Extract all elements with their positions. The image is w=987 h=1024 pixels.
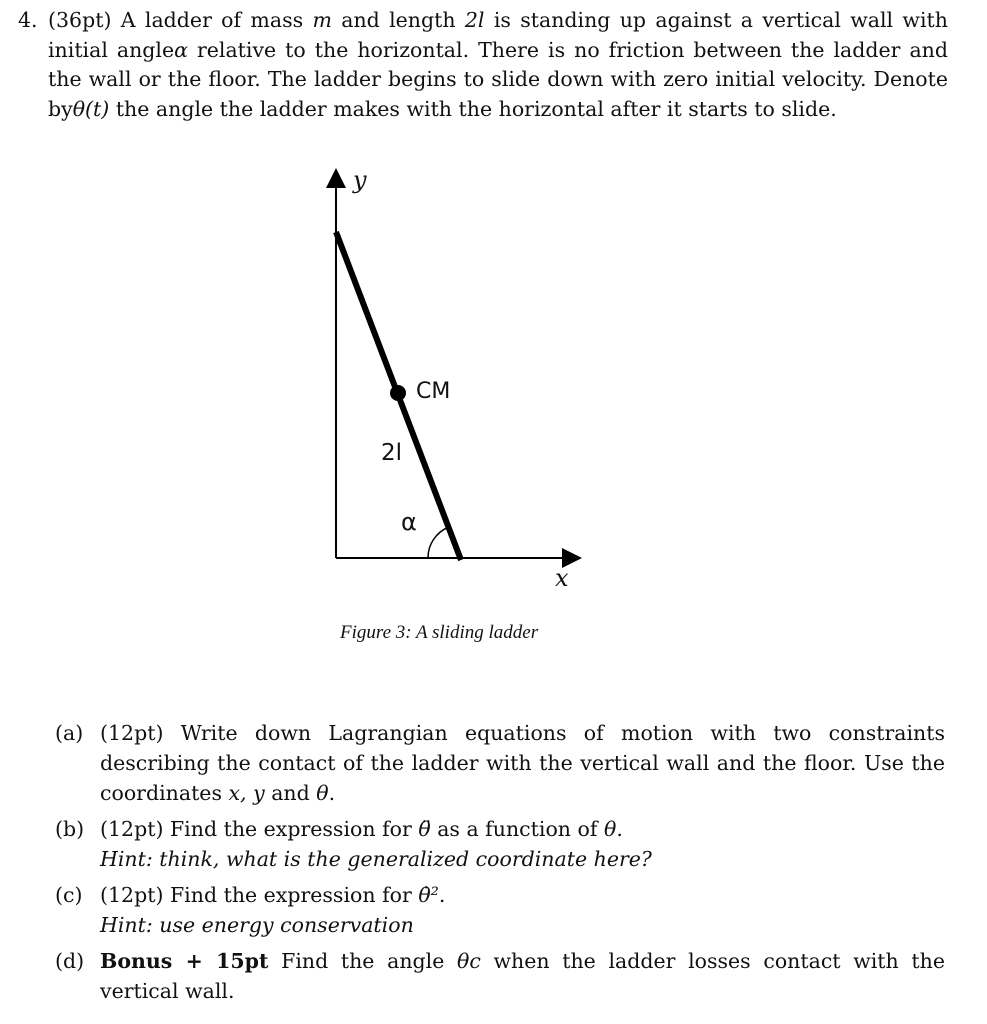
angle-arc	[428, 527, 449, 558]
ladder-diagram	[320, 160, 620, 600]
part-a-text-2: and	[264, 781, 317, 805]
part-c-hint: Hint: use energy conservation	[100, 913, 414, 937]
part-d	[55, 946, 945, 1006]
part-a-text-3: .	[328, 781, 336, 805]
part-b-text-2: as a function of	[430, 817, 604, 841]
part-label: (b)	[55, 817, 85, 841]
part-d-bonus: Bonus + 15pt	[100, 949, 269, 973]
ladder-figure	[320, 160, 620, 600]
length-label: 2l	[381, 440, 403, 466]
problem-text-1: A ladder of mass	[120, 8, 313, 32]
theta-t-symbol: θ(t)	[72, 96, 110, 121]
part-b-math-1: θ̈	[418, 817, 431, 841]
part-a	[55, 718, 945, 808]
part-c-text-1: (12pt) Find the expression for	[100, 883, 419, 907]
part-d-math-1: θc	[457, 949, 481, 973]
part-b-math-2: θ	[603, 817, 617, 841]
problem-statement	[18, 6, 948, 124]
problem-text-5: the angle the ladder makes with the horizontal after it starts to slide.	[109, 96, 837, 121]
part-b	[55, 814, 945, 874]
problem-text-2: and length	[331, 8, 465, 32]
subquestions	[55, 718, 945, 1012]
problem-text-3: is standing up against a vertical wall with initial angle	[48, 8, 948, 62]
mass-symbol: m	[312, 8, 332, 32]
part-c	[55, 880, 945, 940]
length-symbol: 2l	[464, 8, 485, 32]
problem-points: (36pt)	[48, 8, 112, 32]
part-a-math-1: x, y	[228, 781, 265, 805]
alpha-symbol: α	[174, 37, 188, 62]
y-axis-label: y	[353, 166, 367, 194]
part-c-text-2: .	[438, 883, 446, 907]
part-c-math-1: θ̇²	[418, 883, 439, 907]
part-b-text-1: (12pt) Find the expression for	[100, 817, 419, 841]
x-axis-label: x	[555, 564, 569, 592]
part-b-text-3: .	[616, 817, 623, 841]
cm-label: CM	[416, 379, 451, 404]
part-a-text-1: (12pt) Write down Lagrangian equations of motion with two constraints describing the contact of the ladder with the vertical wall and the floor. Use the coordinates	[100, 721, 945, 805]
problem-number: 4.	[18, 8, 38, 32]
part-label: (d)	[55, 949, 85, 973]
problem-body	[48, 6, 948, 124]
part-b-hint: Hint: think, what is the generalized coordinate here?	[100, 847, 652, 871]
angle-label: α	[401, 508, 417, 536]
part-a-math-2: θ	[316, 781, 329, 805]
part-d-text-2: when the ladder losses contact with the vertical wall.	[100, 949, 945, 1003]
problem-text-4: relative to the horizontal. There is no friction between the ladder and the wall or the floor. The ladder begins to slide down with zero initial velocity. Denote by	[48, 37, 948, 121]
cm-dot	[390, 385, 406, 401]
part-label: (a)	[55, 721, 84, 745]
part-d-text-1: Find the angle	[268, 949, 457, 973]
part-label: (c)	[55, 883, 83, 907]
figure-caption: Figure 3: A sliding ladder	[340, 622, 539, 643]
